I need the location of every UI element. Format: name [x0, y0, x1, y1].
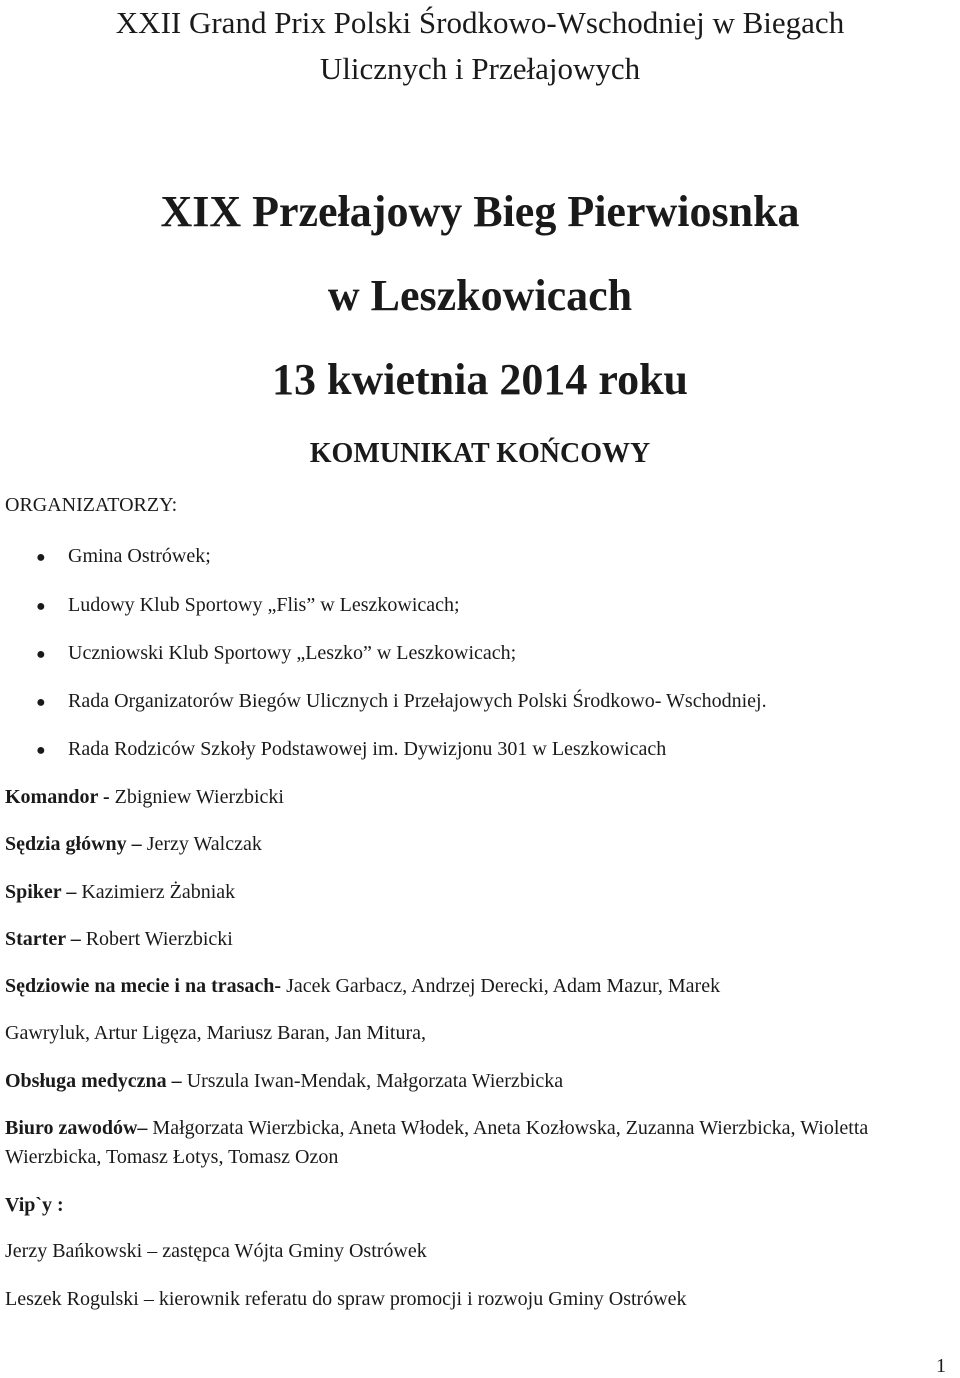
komandor-label: Komandor -: [5, 786, 115, 808]
medyczna-line: [5, 1070, 563, 1093]
organizer-item: Gmina Ostrówek;: [68, 545, 211, 567]
header-title-line-2: Ulicznych i Przełajowych: [319, 51, 641, 86]
bullet-icon: ●: [36, 742, 46, 759]
page-number: 1: [936, 1355, 946, 1377]
sedziowie-names-continued: Gawryluk, Artur Ligęza, Mariusz Baran, Jan Mitura,: [5, 1022, 426, 1044]
vip-label: Vip`y :: [5, 1194, 64, 1216]
event-name: XIX Przełajowy Bieg Pierwiosnka: [160, 187, 800, 236]
document-type: KOMUNIKAT KOŃCOWY: [309, 438, 651, 469]
vip-entry: Leszek Rogulski – kierownik referatu do spraw promocji i rozwoju Gminy Ostrówek: [5, 1288, 687, 1310]
organizer-item: Rada Rodziców Szkoły Podstawowej im. Dywizjonu 301 w Leszkowicach: [68, 738, 667, 760]
organizers-label: ORGANIZATORZY:: [5, 494, 178, 516]
biuro-names-continued: Wierzbicka, Tomasz Łotys, Tomasz Ozon: [5, 1146, 339, 1168]
sedziowie-names: Jacek Garbacz, Andrzej Derecki, Adam Mazur, Marek: [286, 975, 721, 997]
biuro-label: Biuro zawodów–: [5, 1117, 153, 1139]
medyczna-names: Urszula Iwan-Mendak, Małgorzata Wierzbicka: [186, 1070, 564, 1092]
medyczna-label: Obsługa medyczna –: [5, 1070, 187, 1092]
header-title-line-1: XXII Grand Prix Polski Środkowo-Wschodniej w Biegach: [115, 5, 845, 40]
sedzia-line: [5, 833, 262, 856]
bullet-icon: ●: [36, 598, 46, 615]
spiker-label: Spiker –: [5, 881, 82, 903]
sedziowie-line: [5, 975, 720, 998]
spiker-line: [5, 881, 235, 904]
biuro-line: [5, 1117, 868, 1140]
organizer-item: Uczniowski Klub Sportowy „Leszko” w Leszkowicach;: [68, 642, 517, 664]
organizer-item: Ludowy Klub Sportowy „Flis” w Leszkowicach;: [68, 594, 460, 616]
event-date: 13 kwietnia 2014 roku: [271, 355, 689, 404]
sedziowie-label: Sędziowie na mecie i na trasach-: [5, 975, 287, 997]
vip-entry: Jerzy Bańkowski – zastępca Wójta Gminy Ostrówek: [5, 1240, 427, 1262]
bullet-icon: ●: [36, 549, 46, 566]
organizer-item: Rada Organizatorów Biegów Ulicznych i Przełajowych Polski Środkowo- Wschodniej.: [68, 690, 767, 712]
starter-name: Robert Wierzbicki: [85, 928, 233, 950]
starter-line: [5, 928, 233, 951]
event-place: w Leszkowicach: [327, 271, 633, 320]
bullet-icon: ●: [36, 646, 46, 663]
komandor-line: [5, 786, 284, 809]
starter-label: Starter –: [5, 928, 86, 950]
spiker-name: Kazimierz Żabniak: [81, 881, 236, 903]
biuro-names: Małgorzata Wierzbicka, Aneta Włodek, Aneta Kozłowska, Zuzanna Wierzbicka, Wioletta: [152, 1117, 869, 1139]
sedzia-label: Sędzia główny –: [5, 833, 147, 855]
komandor-name: Zbigniew Wierzbicki: [114, 786, 284, 808]
bullet-icon: ●: [36, 694, 46, 711]
sedzia-name: Jerzy Walczak: [146, 833, 262, 855]
